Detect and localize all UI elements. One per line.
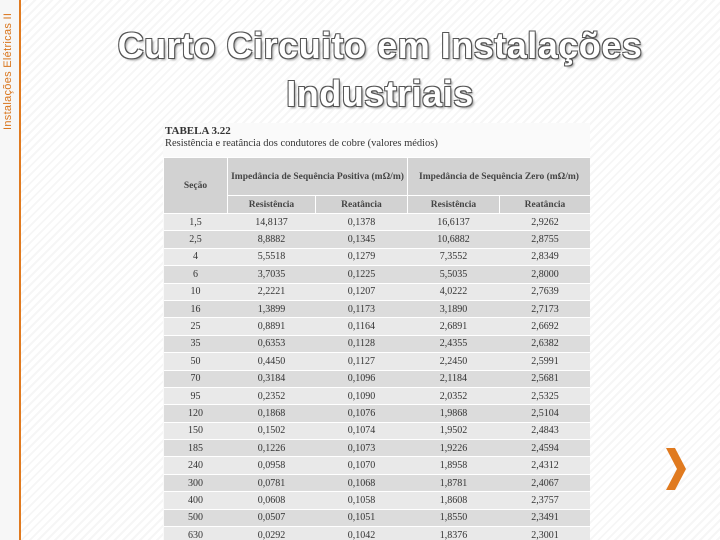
table-cell: 0,1042 <box>316 527 408 540</box>
table-cell: 2,1184 <box>408 370 500 387</box>
table-cell: 240 <box>164 457 228 474</box>
table-cell: 5,5518 <box>228 248 316 265</box>
table-cell: 1,9868 <box>408 405 500 422</box>
table-cell: 1,8608 <box>408 492 500 509</box>
header-zero-sequence: Impedância de Sequência Zero (mΩ/m) <box>408 158 591 196</box>
table-cell: 2,8000 <box>500 266 591 283</box>
slide-title-line1: Curto Circuito em Instalações <box>117 25 643 66</box>
table-cell: 2,2450 <box>408 353 500 370</box>
table-cell: 1,8550 <box>408 509 500 526</box>
table-cell: 500 <box>164 509 228 526</box>
table-row <box>164 405 591 422</box>
table-cell: 0,1076 <box>316 405 408 422</box>
table-cell: 50 <box>164 353 228 370</box>
table-cell: 0,4450 <box>228 353 316 370</box>
table-cell: 2,7639 <box>500 283 591 300</box>
table-cell: 3,7035 <box>228 266 316 283</box>
table-row <box>164 387 591 404</box>
table-cell: 35 <box>164 335 228 352</box>
table-cell: 25 <box>164 318 228 335</box>
table-cell: 0,1173 <box>316 300 408 317</box>
table-row <box>164 248 591 265</box>
sidebar-accent-line <box>19 0 21 540</box>
table-cell: 2,3757 <box>500 492 591 509</box>
table-row <box>164 283 591 300</box>
table-row <box>164 353 591 370</box>
table-cell: 1,8781 <box>408 474 500 491</box>
table-cell: 2,7173 <box>500 300 591 317</box>
table-cell: 1,8376 <box>408 527 500 540</box>
table-cell: 2,9262 <box>500 214 591 231</box>
table-cell: 2,5681 <box>500 370 591 387</box>
table-cell: 0,0292 <box>228 527 316 540</box>
sidebar-course-title: Instalações Elétricas II <box>2 12 14 130</box>
table-cell: 0,1090 <box>316 387 408 404</box>
table-row <box>164 457 591 474</box>
table-cell: 4 <box>164 248 228 265</box>
table-cell: 120 <box>164 405 228 422</box>
table-cell: 1,8958 <box>408 457 500 474</box>
header-section: Seção <box>164 158 228 214</box>
table-row <box>164 231 591 248</box>
table-cell: 0,1345 <box>316 231 408 248</box>
table-cell: 2,8755 <box>500 231 591 248</box>
table-cell: 10 <box>164 283 228 300</box>
table-cell: 0,1502 <box>228 422 316 439</box>
table-cell: 2,4067 <box>500 474 591 491</box>
header-positive-sequence: Impedância de Sequência Positiva (mΩ/m) <box>228 158 408 196</box>
data-table <box>163 157 590 540</box>
table-cell: 14,8137 <box>228 214 316 231</box>
table-cell: 2,6891 <box>408 318 500 335</box>
table-cell: 7,3552 <box>408 248 500 265</box>
table-cell: 2,3491 <box>500 509 591 526</box>
table-caption <box>165 125 438 149</box>
table-cell: 0,0507 <box>228 509 316 526</box>
table-cell: 0,1164 <box>316 318 408 335</box>
table-cell: 95 <box>164 387 228 404</box>
table-cell: 0,1128 <box>316 335 408 352</box>
slide-title <box>60 22 700 118</box>
table-cell: 0,1096 <box>316 370 408 387</box>
table-cell: 0,1073 <box>316 440 408 457</box>
header-zero-reactance: Reatância <box>500 196 591 214</box>
table-cell: 0,1051 <box>316 509 408 526</box>
table-label: TABELA 3.22 <box>165 125 231 137</box>
table-cell: 2,5991 <box>500 353 591 370</box>
table-cell: 3,1890 <box>408 300 500 317</box>
table-cell: 0,1070 <box>316 457 408 474</box>
table-row <box>164 474 591 491</box>
table-cell: 2,4312 <box>500 457 591 474</box>
header-positive-resistance: Resistência <box>228 196 316 214</box>
table-body <box>164 214 591 540</box>
sidebar <box>0 0 20 540</box>
table-cell: 2,3001 <box>500 527 591 540</box>
table-cell: 0,1058 <box>316 492 408 509</box>
table-cell: 2,2221 <box>228 283 316 300</box>
table-cell: 2,6692 <box>500 318 591 335</box>
table-cell: 1,9502 <box>408 422 500 439</box>
table-cell: 0,8891 <box>228 318 316 335</box>
table-row <box>164 370 591 387</box>
table-row <box>164 440 591 457</box>
table-caption-text: Resistência e reatância dos condutores de cobre (valores médios) <box>165 138 438 149</box>
table-cell: 0,1225 <box>316 266 408 283</box>
table-cell: 0,1127 <box>316 353 408 370</box>
table-cell: 70 <box>164 370 228 387</box>
table-row <box>164 214 591 231</box>
table-cell: 2,4594 <box>500 440 591 457</box>
table-cell: 2,8349 <box>500 248 591 265</box>
table-row <box>164 492 591 509</box>
table-cell: 6 <box>164 266 228 283</box>
table-row <box>164 509 591 526</box>
table-cell: 16 <box>164 300 228 317</box>
table-cell: 8,8882 <box>228 231 316 248</box>
table-cell: 0,2352 <box>228 387 316 404</box>
table-cell: 2,5 <box>164 231 228 248</box>
table-row <box>164 335 591 352</box>
table-cell: 0,1068 <box>316 474 408 491</box>
table-row <box>164 266 591 283</box>
header-zero-resistance: Resistência <box>408 196 500 214</box>
table-cell: 1,5 <box>164 214 228 231</box>
table-row <box>164 300 591 317</box>
table-cell: 400 <box>164 492 228 509</box>
table-cell: 2,5104 <box>500 405 591 422</box>
table-cell: 4,0222 <box>408 283 500 300</box>
table-cell: 0,1868 <box>228 405 316 422</box>
table-cell: 1,3899 <box>228 300 316 317</box>
slide-title-line2: Industriais <box>286 73 474 114</box>
table-row <box>164 318 591 335</box>
table-cell: 0,0781 <box>228 474 316 491</box>
chevron-right-icon[interactable] <box>664 446 688 492</box>
table-cell: 5,5035 <box>408 266 500 283</box>
header-positive-reactance: Reatância <box>316 196 408 214</box>
table-cell: 10,6882 <box>408 231 500 248</box>
table-cell: 16,6137 <box>408 214 500 231</box>
table-cell: 300 <box>164 474 228 491</box>
resistance-reactance-table <box>163 123 590 540</box>
table-cell: 150 <box>164 422 228 439</box>
table-cell: 1,9226 <box>408 440 500 457</box>
table-cell: 2,5325 <box>500 387 591 404</box>
table-row <box>164 527 591 540</box>
table-cell: 0,1279 <box>316 248 408 265</box>
table-cell: 185 <box>164 440 228 457</box>
table-cell: 0,3184 <box>228 370 316 387</box>
table-row <box>164 422 591 439</box>
table-cell: 0,0958 <box>228 457 316 474</box>
table-cell: 0,1074 <box>316 422 408 439</box>
table-cell: 0,1207 <box>316 283 408 300</box>
table-cell: 0,1378 <box>316 214 408 231</box>
table-cell: 0,6353 <box>228 335 316 352</box>
table-cell: 2,4355 <box>408 335 500 352</box>
table-cell: 0,0608 <box>228 492 316 509</box>
table-cell: 2,6382 <box>500 335 591 352</box>
table-cell: 630 <box>164 527 228 540</box>
table-cell: 0,1226 <box>228 440 316 457</box>
table-cell: 2,4843 <box>500 422 591 439</box>
table-cell: 2,0352 <box>408 387 500 404</box>
